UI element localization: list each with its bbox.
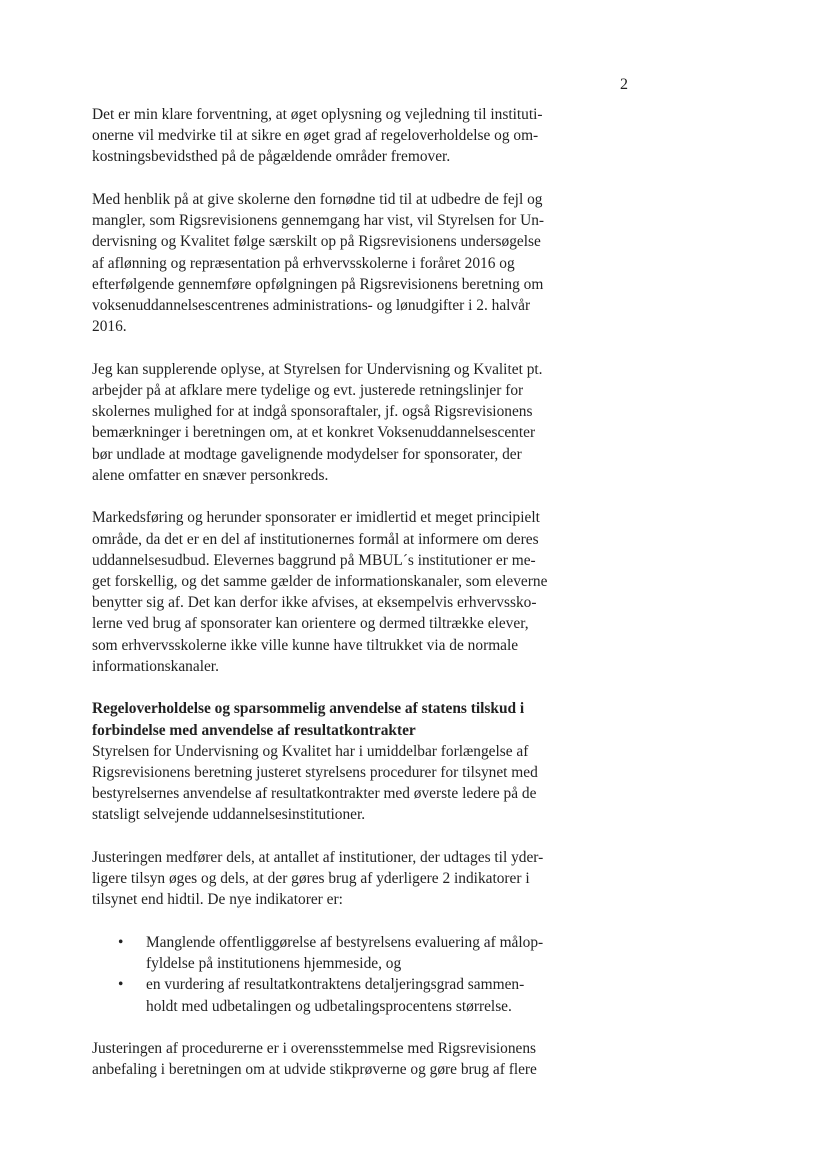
text-line: kostningsbevidsthed på de pågældende områder fremover. <box>92 148 451 166</box>
text-line: skolernes mulighed for at indgå sponsoraftaler, jf. også Rigsrevisionens <box>92 403 533 421</box>
text-line: Med henblik på at give skolerne den fornødne tid til at udbedre de fejl og <box>92 191 543 208</box>
text-line: af aflønning og repræsentation på erhvervsskolerne i foråret 2016 og <box>92 254 515 272</box>
text-line: bør undlade at modtage gavelignende modydelser for sponsorater, der <box>92 445 522 463</box>
text-line: Justeringen af procedurerne er i overensstemmelse med Rigsrevisionens <box>92 1040 537 1058</box>
text-line: onerne vil medvirke til at sikre en øget grad af regeloverholdelse og om- <box>92 127 539 145</box>
text-line: tilsynet end hidtil. De nye indikatorer er: <box>92 891 343 909</box>
text-line: uddannelsesudbud. Elevernes baggrund på MBUL´s institutioner er me- <box>92 551 536 569</box>
text-line: Rigsrevisionens beretning justeret styrelsens procedurer for tilsynet med <box>92 764 538 782</box>
text-line: 2016. <box>92 318 127 336</box>
text-line: Jeg kan supplerende oplyse, at Styrelsen for Undervisning og Kvalitet pt. <box>92 360 543 378</box>
paragraph-marketing <box>92 507 582 677</box>
text-line: som erhvervsskolerne ikke ville kunne have tiltrukket via de normale <box>92 636 519 654</box>
text-line: alene omfatter en snæver personkreds. <box>92 466 329 484</box>
text-line: fyldelse på institutionens hjemmeside, og <box>146 955 402 973</box>
text-line: Styrelsen for Undervisning og Kvalitet har i umiddelbar forlængelse af <box>92 742 529 760</box>
text-line: Justeringen medfører dels, at antallet af institutioner, der udtages til yder- <box>92 849 544 867</box>
text-line: Markedsføring og herunder sponsorater er imidlertid et meget principielt <box>92 509 540 527</box>
text-line: efterfølgende gennemføre opfølgningen på Rigsrevisionens beretning om <box>92 275 544 293</box>
text-line: arbejder på at afklare mere tydelige og evt. justerede retningslinjer for <box>92 382 524 400</box>
text-line: anbefaling i beretningen om at udvide stikprøverne og gøre brug af flere <box>92 1061 537 1079</box>
paragraph-follow-up <box>92 189 582 337</box>
heading-line: Regeloverholdelse og sparsommelig anvendelse af statens tilskud i <box>92 700 525 718</box>
bullet-icon: • <box>118 934 124 952</box>
text-line: statsligt selvejende uddannelsesinstitutioner. <box>92 806 366 824</box>
page-number: 2 <box>620 76 628 93</box>
section-heading <box>92 698 582 740</box>
text-line: lerne ved brug af sponsorater kan orientere og dermed tiltrække elever, <box>92 615 529 633</box>
text-line: Manglende offentliggørelse af bestyrelsens evaluering af målop- <box>146 934 544 952</box>
paragraph-sponsorship-guidelines <box>92 359 582 486</box>
indicator-list <box>92 932 582 1017</box>
text-line: holdt med udbetalingen og udbetalingsprocentens størrelse. <box>146 997 512 1015</box>
text-line: bestyrelsernes anvendelse af resultatkontrakter med øverste ledere på de <box>92 785 537 803</box>
text-line: dervisning og Kvalitet følge særskilt op på Rigsrevisionens undersøgelse <box>92 233 541 251</box>
bullet-icon: • <box>118 976 124 994</box>
paragraph-expectation <box>92 104 582 168</box>
list-item <box>92 974 582 1016</box>
text-line: område, da det er en del af institutionernes formål at informere om deres <box>92 530 539 548</box>
text-line: ligere tilsyn øges og dels, at der gøres brug af yderligere 2 indikatorer i <box>92 870 530 888</box>
text-line: en vurdering af resultatkontraktens detaljeringsgrad sammen- <box>146 976 525 994</box>
list-item <box>92 932 582 974</box>
text-line: bemærkninger i beretningen om, at et konkret Voksenuddannelsescenter <box>92 424 536 442</box>
heading-line: forbindelse med anvendelse af resultatkontrakter <box>92 721 416 739</box>
text-line: voksenuddannelsescentrenes administrations- og lønudgifter i 2. halvår <box>92 297 531 315</box>
text-line: mangler, som Rigsrevisionens gennemgang har vist, vil Styrelsen for Un- <box>92 212 545 230</box>
section-result-contracts <box>92 698 582 825</box>
text-line: get forskellig, og det samme gælder de informationskanaler, som eleverne <box>92 573 548 591</box>
text-line: benytter sig af. Det kan derfor ikke afvises, at eksempelvis erhvervssko- <box>92 594 537 612</box>
paragraph-adjustment <box>92 847 582 911</box>
text-line: Det er min klare forventning, at øget oplysning og vejledning til instituti- <box>92 106 543 123</box>
text-line: informationskanaler. <box>92 657 219 675</box>
paragraph-final <box>92 1038 582 1080</box>
letter-body <box>92 104 582 1102</box>
